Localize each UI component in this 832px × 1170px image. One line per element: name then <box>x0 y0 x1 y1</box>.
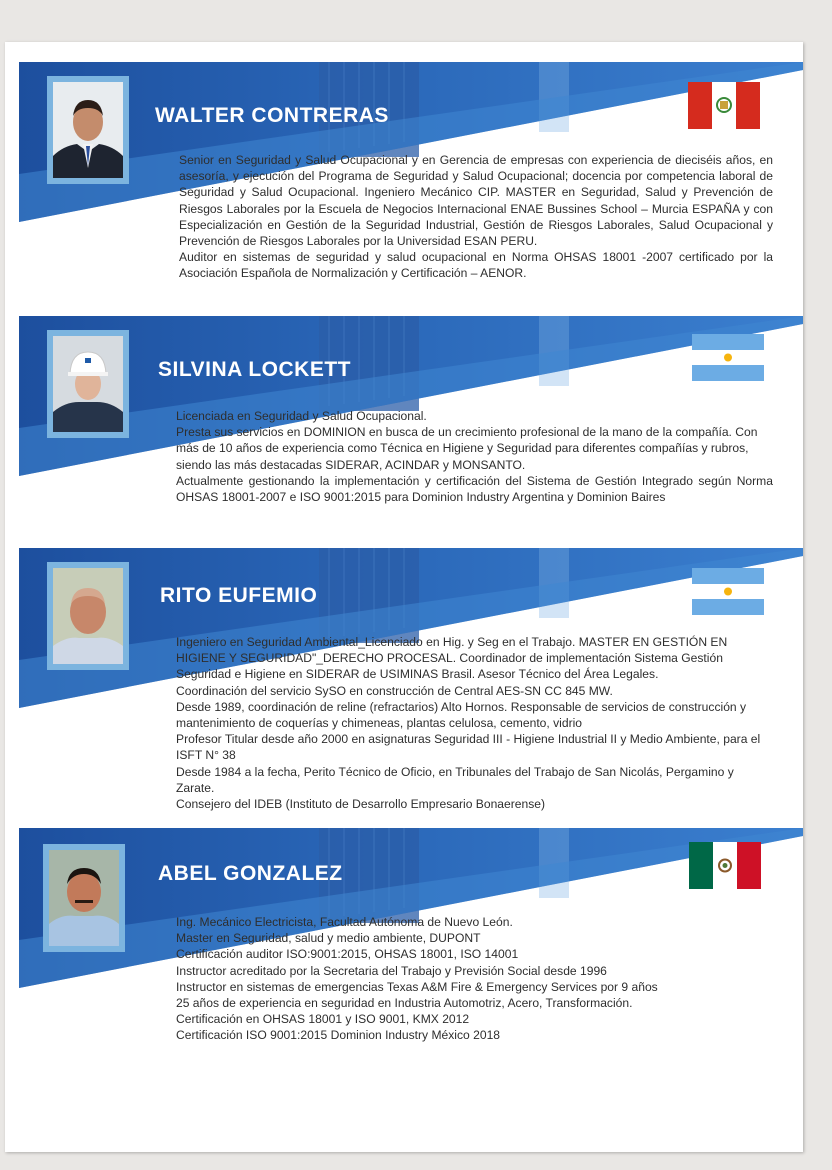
bio-paragraph: Auditor en sistemas de seguridad y salud ocupacional en Norma OHSAS 18001 -2007 certificado por la Asociación Española de Normalización y Certificación – AENOR. <box>179 250 773 281</box>
bio-paragraph: Ingeniero en Seguridad Ambiental_Licenciado en Hig. y Seg en el Trabajo. MASTER EN GESTIÓN EN HIGIENE Y SEGURIDAD"_DERECHO PROCESAL. Coordinador de implementación Sistema Gestión Seguridad e Higiene en SIDERAR de USIMINAS Brasil. Asesor Técnico del Área Legales. <box>176 635 728 682</box>
brochure-page <box>5 42 803 1152</box>
profile-card <box>5 316 803 536</box>
bio-paragraph: Consejero del IDEB (Instituto de Desarrollo Empresario Bonaerense) <box>176 797 546 812</box>
portrait-frame <box>47 330 129 438</box>
portrait-frame <box>47 76 129 184</box>
person-name: WALTER CONTRERAS <box>155 104 389 127</box>
profile-card <box>5 828 803 1068</box>
portrait-frame <box>43 844 125 952</box>
portrait-photo <box>53 336 123 432</box>
bio-paragraph: Instructor en sistemas de emergencias Texas A&M Fire & Emergency Services por 9 años <box>176 979 658 994</box>
bio-paragraph: Certificación auditor ISO:9001:2015, OHSAS 18001, ISO 14001 <box>176 947 519 962</box>
flag-argentina-icon <box>692 568 764 615</box>
bio-paragraph: Profesor Titular desde año 2000 en asignaturas Seguridad III - Higiene Industrial II y Medio Ambiente, para el ISFT N° 38 <box>176 732 761 763</box>
profile-bio <box>179 152 773 282</box>
profile-bio <box>176 634 766 812</box>
person-name: ABEL GONZALEZ <box>158 862 343 885</box>
bio-paragraph: Desde 1984 a la fecha, Perito Técnico de Oficio, en Tribunales del Trabajo de San Nicolás, Pergamino y Zarate. <box>176 764 734 795</box>
bio-paragraph: Presta sus servicios en DOMINION en busca de un crecimiento profesional de la mano de la compañía. Con más de 10 años de experiencia como Técnica en Higiene y Seguridad para diferentes compañías y rubros, siendo las más destacadas SIDERAR, ACINDAR y MONSANTO. <box>176 425 758 472</box>
flag-peru-icon <box>688 82 760 129</box>
bio-paragraph: Senior en Seguridad y Salud Ocupacional y en Gerencia de empresas con experiencia de dieciséis años, en asesoría, y ejecución del Programa de Seguridad y Salud Ocupacional; docencia por competencia laboral de Seguridad y Salud Ocupacional. Ingeniero Mecánico CIP. MASTER en Seguridad, Salud y Prevención de Riesgos Laborales por la Escuela de Negocios Internacional ENAE Bussines School – Murcia ESPAÑA y con Especialización en Gestión de la Seguridad Industrial, Gestión de Riesgos Laborales, Salud Ocupacional y Prevención de Riesgos Laborales por la Universidad ESAN PERU. <box>179 153 773 249</box>
bio-paragraph: Master en Seguridad, salud y medio ambiente, DUPONT <box>176 931 481 946</box>
person-name: RITO EUFEMIO <box>160 584 318 607</box>
bio-paragraph: Licenciada en Seguridad y Salud Ocupacional. <box>176 409 427 423</box>
bio-paragraph: Certificación ISO 9001:2015 Dominion Industry México 2018 <box>176 1028 501 1043</box>
bio-paragraph: 25 años de experiencia en seguridad en Industria Automotriz, Acero, Transformación. <box>176 996 633 1011</box>
bio-paragraph: Coordinación del servicio SySO en construcción de Central AES-SN CC 845 MW. <box>176 683 613 698</box>
bio-paragraph: Ing. Mecánico Electricista, Facultad Autónoma de Nuevo León. <box>176 915 513 929</box>
portrait-frame <box>47 562 129 670</box>
person-name: SILVINA LOCKETT <box>158 358 351 381</box>
profile-bio <box>176 408 773 505</box>
bio-paragraph: Instructor acreditado por la Secretaria del Trabajo y Previsión Social desde 1996 <box>176 963 607 978</box>
profile-card <box>5 62 803 312</box>
portrait-photo <box>49 850 119 946</box>
profile-bio <box>176 914 766 1044</box>
flag-mexico-icon <box>689 842 761 889</box>
portrait-photo <box>53 568 123 664</box>
bio-paragraph: Certificación en OHSAS 18001 y ISO 9001, KMX 2012 <box>176 1012 470 1027</box>
flag-argentina-icon <box>692 334 764 381</box>
profile-card <box>5 548 803 828</box>
bio-paragraph: Actualmente gestionando la implementación y certificación del Sistema de Gestión Integrado según Norma OHSAS 18001-2007 e ISO 9001:2015 para Dominion Industry Argentina y Dominion Baires <box>176 473 773 505</box>
portrait-photo <box>53 82 123 178</box>
bio-paragraph: Desde 1989, coordinación de reline (refractarios) Alto Hornos. Responsable de servicios de construcción y mantenimiento de coquerías y chimeneas, plantas celulosa, cemento, vidrio <box>176 699 747 731</box>
